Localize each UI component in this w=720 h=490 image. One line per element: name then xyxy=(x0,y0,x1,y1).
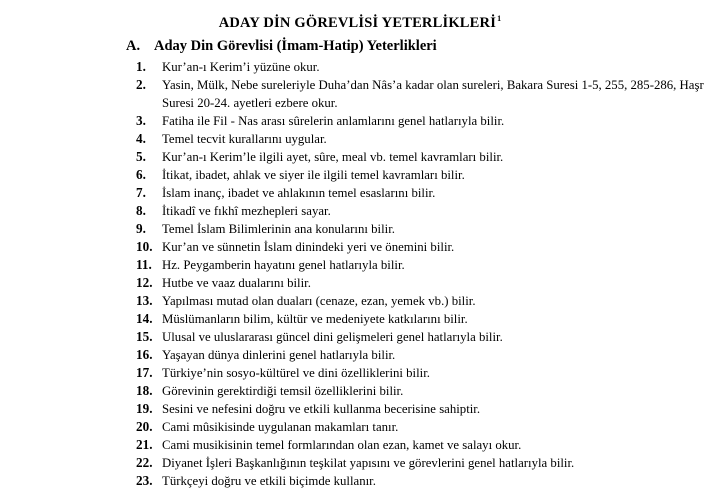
list-item xyxy=(136,310,716,328)
list-item xyxy=(136,274,716,292)
section-letter: A. xyxy=(126,38,141,54)
item-number: 15. xyxy=(136,329,153,344)
item-number: 5. xyxy=(136,149,146,164)
list-item xyxy=(136,112,716,130)
item-number: 7. xyxy=(136,185,146,200)
item-number: 16. xyxy=(136,347,153,362)
list-item xyxy=(136,130,716,148)
item-text: Kur’an ve sünnetin İslam dinindeki yeri ve önemini bilir. xyxy=(162,240,455,254)
item-text: Yapılması mutad olan duaları (cenaze, ezan, yemek vb.) bilir. xyxy=(162,294,476,308)
list-item xyxy=(136,148,716,166)
item-text: Yasin, Mülk, Nebe sureleriyle Duha’dan Nâs’a kadar olan sureleri, Bakara Suresi 1-5, 255, 285-286, Haşr Suresi 20-24. ayetleri ezbere okur. xyxy=(162,78,704,110)
list-item xyxy=(136,472,716,490)
item-number: 11. xyxy=(136,257,152,272)
item-text: Hz. Peygamberin hayatını genel hatlarıyla bilir. xyxy=(162,258,405,272)
item-number: 14. xyxy=(136,311,153,326)
item-text: İtikat, ibadet, ahlak ve siyer ile ilgili temel kavramları bilir. xyxy=(162,168,465,182)
item-text: Cami mûsikisinde uygulanan makamları tanır. xyxy=(162,420,399,434)
item-number: 2. xyxy=(136,77,146,92)
section-heading-text: Aday Din Görevlisi (İmam-Hatip) Yeterlikleri xyxy=(154,38,437,54)
item-text: Türkiye’nin sosyo-kültürel ve dini özelliklerini bilir. xyxy=(162,366,430,380)
item-text: Türkçeyi doğru ve etkili biçimde kullanır. xyxy=(162,474,376,488)
item-number: 9. xyxy=(136,221,146,236)
item-text: Kur’an-ı Kerim’le ilgili ayet, sûre, meal vb. temel kavramları bilir. xyxy=(162,150,504,164)
list-item xyxy=(136,292,716,310)
document-title-text: ADAY DİN GÖREVLİSİ YETERLİKLERİ xyxy=(218,14,497,31)
list-item xyxy=(136,328,716,346)
list-item xyxy=(136,58,716,76)
list-item xyxy=(136,202,716,220)
list-item xyxy=(136,256,716,274)
list-item xyxy=(136,238,716,256)
item-text: Yaşayan dünya dinlerini genel hatlarıyla bilir. xyxy=(162,348,396,362)
list-item xyxy=(136,454,716,472)
item-text: Görevinin gerektirdiği temsil özelliklerini bilir. xyxy=(162,384,404,398)
list-item xyxy=(136,184,716,202)
item-number: 21. xyxy=(136,437,153,452)
item-number: 8. xyxy=(136,203,146,218)
item-text: Fatiha ile Fil - Nas arası sûrelerin anlamlarını genel hatlarıyla bilir. xyxy=(162,114,505,128)
item-text: Ulusal ve uluslararası güncel dini gelişmeleri genel hatlarıyla bilir. xyxy=(162,330,503,344)
list-item xyxy=(136,346,716,364)
item-text: Diyanet İşleri Başkanlığının teşkilat yapısını ve görevlerini genel hatlarıyla bilir. xyxy=(162,456,575,470)
item-number: 6. xyxy=(136,167,146,182)
competency-list xyxy=(136,58,716,490)
item-text: Müslümanların bilim, kültür ve medeniyete katkılarını bilir. xyxy=(162,312,468,326)
item-text: İslam inanç, ibadet ve ahlakının temel esaslarını bilir. xyxy=(162,186,436,200)
list-item xyxy=(136,418,716,436)
title-footnote-marker: 1 xyxy=(497,14,502,23)
item-text: Temel İslam Bilimlerinin ana konularını bilir. xyxy=(162,222,395,236)
item-number: 12. xyxy=(136,275,153,290)
list-item xyxy=(136,76,716,112)
item-text: Temel tecvit kurallarını uygular. xyxy=(162,132,327,146)
item-text: Sesini ve nefesini doğru ve etkili kullanma becerisine sahiptir. xyxy=(162,402,481,416)
list-item xyxy=(136,436,716,454)
item-text: Kur’an-ı Kerim’i yüzüne okur. xyxy=(162,60,320,74)
list-item xyxy=(136,364,716,382)
item-number: 18. xyxy=(136,383,153,398)
section-heading xyxy=(126,37,437,55)
item-number: 20. xyxy=(136,419,153,434)
item-text: İtikadî ve fıkhî mezhepleri sayar. xyxy=(162,204,331,218)
item-number: 19. xyxy=(136,401,153,416)
item-number: 10. xyxy=(136,239,153,254)
document-title xyxy=(0,10,720,32)
list-item xyxy=(136,166,716,184)
list-item xyxy=(136,400,716,418)
list-item xyxy=(136,382,716,400)
item-text: Hutbe ve vaaz dualarını bilir. xyxy=(162,276,311,290)
item-number: 17. xyxy=(136,365,153,380)
item-number: 4. xyxy=(136,131,146,146)
item-number: 22. xyxy=(136,455,153,470)
item-number: 13. xyxy=(136,293,153,308)
item-number: 3. xyxy=(136,113,146,128)
list-item xyxy=(136,220,716,238)
item-number: 23. xyxy=(136,473,153,488)
item-text: Cami musikisinin temel formlarından olan ezan, kamet ve salayı okur. xyxy=(162,438,522,452)
item-number: 1. xyxy=(136,59,146,74)
